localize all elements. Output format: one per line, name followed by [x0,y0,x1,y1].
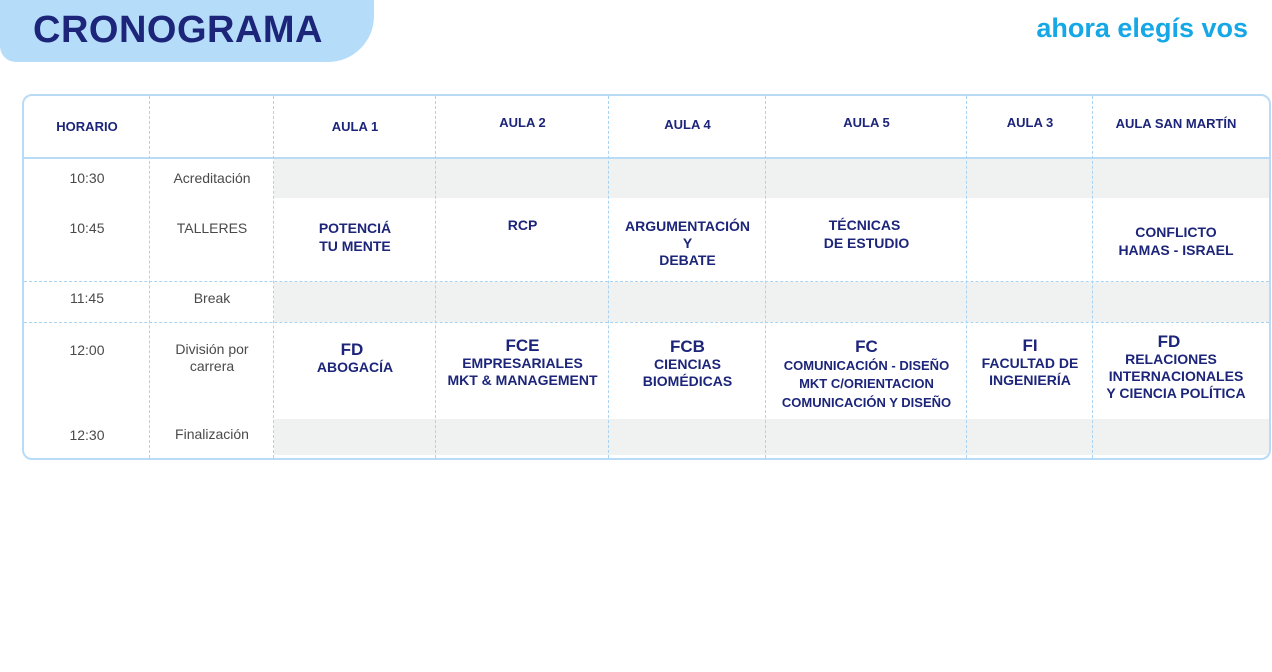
empty-cell [274,159,1269,198]
column-divider [273,96,274,458]
table-row [24,159,1269,198]
column-divider [966,96,967,458]
empty-cell [274,419,1269,455]
table-row [24,419,1269,455]
header-aula-4: AULA 4 [664,117,711,132]
header-horario: HORARIO [56,119,118,134]
header-aula-san-martin: AULA SAN MARTÍN [1115,116,1237,131]
column-divider [435,96,436,458]
column-divider [765,96,766,458]
row-divider [24,281,1269,282]
column-divider [149,96,150,458]
row-time: 12:00 [69,342,105,358]
header-aula-1: AULA 1 [331,119,379,134]
row-activity: carrera [189,358,235,374]
carrera-aula-1: FD ABOGACÍA [316,340,394,375]
tagline: ahora elegís vos [1036,13,1248,43]
table-row [24,198,1269,281]
table-row [24,282,1269,322]
header-aula-2: AULA 2 [499,115,546,130]
page-title: CRONOGRAMA [33,9,323,51]
header-aula-5: AULA 5 [843,115,890,130]
table-header-row [24,96,1269,158]
column-divider [608,96,609,458]
taller-aula-3 [967,198,1093,281]
taller-aula-4: ARGUMENTACIÓN Y DEBATE [625,218,750,268]
column-divider [1092,96,1093,458]
taller-aula-1: POTENCIÁ TU MENTE [318,220,392,254]
row-time: 10:30 [69,170,105,186]
row-activity: Acreditación [173,170,251,186]
row-activity: Break [193,290,231,306]
row-activity: División por [175,341,249,357]
carrera-aula-5: FC COMUNICACIÓN - DISEÑO MKT C/ORIENTACION COMUNICACIÓN Y DISEÑO [781,337,952,410]
row-divider [24,322,1269,323]
carrera-aula-2: FCE EMPRESARIALES MKT & MANAGEMENT [447,336,598,388]
row-activity: Finalización [175,426,249,442]
carrera-aula-san-martin: FD RELACIONES INTERNACIONALES Y CIENCIA POLÍTICA [1106,332,1246,401]
row-activity: TALLERES [176,220,248,236]
empty-cell [274,282,1269,322]
row-time: 10:45 [69,220,105,236]
table-row [24,323,1269,419]
taller-aula-2: RCP [507,217,538,233]
header-divider [24,157,1269,159]
header-aula-3: AULA 3 [1006,115,1054,130]
carrera-aula-4: FCB CIENCIAS BIOMÉDICAS [642,337,733,389]
carrera-aula-3: FI FACULTAD DE INGENIERÍA [981,336,1079,388]
schedule-table [22,94,1271,460]
row-time: 11:45 [70,290,104,306]
row-time: 12:30 [69,427,105,443]
taller-aula-san-martin: CONFLICTO HAMAS - ISRAEL [1118,224,1234,258]
taller-aula-5: TÉCNICAS DE ESTUDIO [823,217,910,251]
